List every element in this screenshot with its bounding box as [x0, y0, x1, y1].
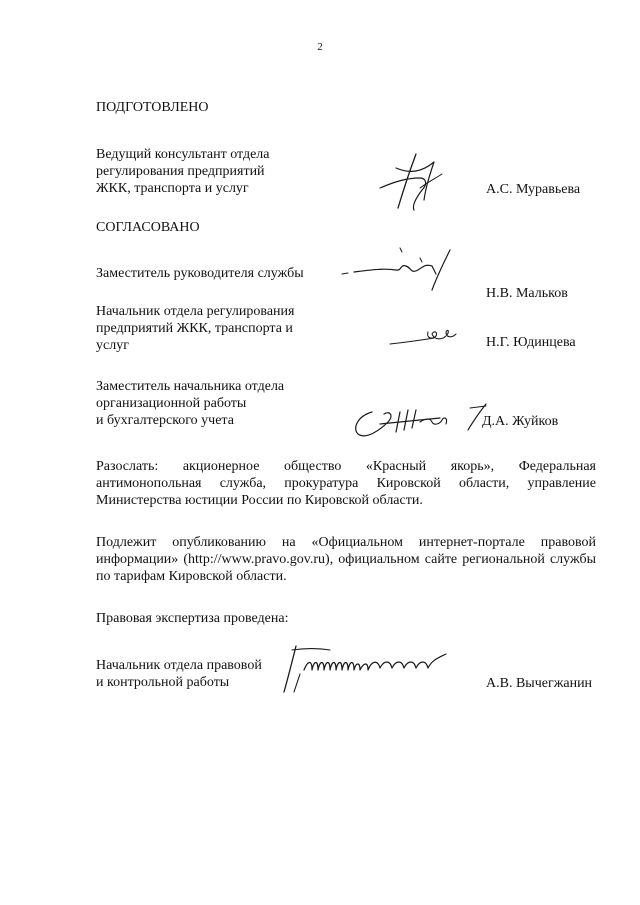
- agreed-signer-1-name: Н.В. Мальков: [486, 286, 568, 301]
- page-number: 2: [317, 41, 323, 53]
- signature-zhuykov: [350, 400, 490, 444]
- signature-muravyeva: [376, 148, 456, 220]
- signature-yudintseva: [388, 322, 468, 350]
- agreed-signer-2-position-line-2: предприятий ЖКК, транспорта и: [96, 321, 293, 336]
- agreed-signer-2-name: Н.Г. Юдинцева: [486, 335, 576, 350]
- prepared-signer-name: А.С. Муравьева: [486, 182, 581, 197]
- agreed-signer-3-name: Д.А. Жуйков: [482, 414, 559, 429]
- agreed-signer-3-position-line-3: и бухгалтерского учета: [96, 413, 234, 428]
- prepared-heading: ПОДГОТОВЛЕНО: [96, 100, 209, 115]
- signature-vychegzhanin: [282, 640, 452, 696]
- distribution-paragraph: Разослать: акционерное общество «Красный якорь», Федеральная антимонопольная служба, прокуратура Кировской области, управление Министерства юстиции России по Кировской области.: [96, 459, 596, 508]
- signature-malkov: [340, 244, 470, 294]
- legal-review-signer-name: А.В. Вычегжанин: [486, 676, 593, 691]
- legal-review-position-line-1: Начальник отдела правовой: [96, 658, 262, 673]
- agreed-heading: СОГЛАСОВАНО: [96, 220, 200, 235]
- publication-paragraph: Подлежит опубликованию на «Официальном интернет-портале правовой информации» (http://www.pravo.gov.ru), официальном сайте региональной службы по тарифам Кировской области.: [96, 535, 596, 584]
- prepared-position-line-1: Ведущий консультант отдела: [96, 147, 270, 162]
- agreed-signer-3-position-line-2: организационной работы: [96, 396, 247, 411]
- agreed-signer-2-position-line-1: Начальник отдела регулирования: [96, 304, 295, 319]
- prepared-position-line-2: регулирования предприятий: [96, 164, 265, 179]
- legal-review-position-line-2: и контрольной работы: [96, 675, 230, 690]
- agreed-signer-2-position-line-3: услуг: [96, 338, 129, 353]
- prepared-position-line-3: ЖКК, транспорта и услуг: [96, 181, 249, 196]
- agreed-signer-3-position-line-1: Заместитель начальника отдела: [96, 379, 285, 394]
- agreed-signer-1-position: Заместитель руководителя службы: [96, 266, 304, 281]
- legal-review-label: Правовая экспертиза проведена:: [96, 611, 289, 626]
